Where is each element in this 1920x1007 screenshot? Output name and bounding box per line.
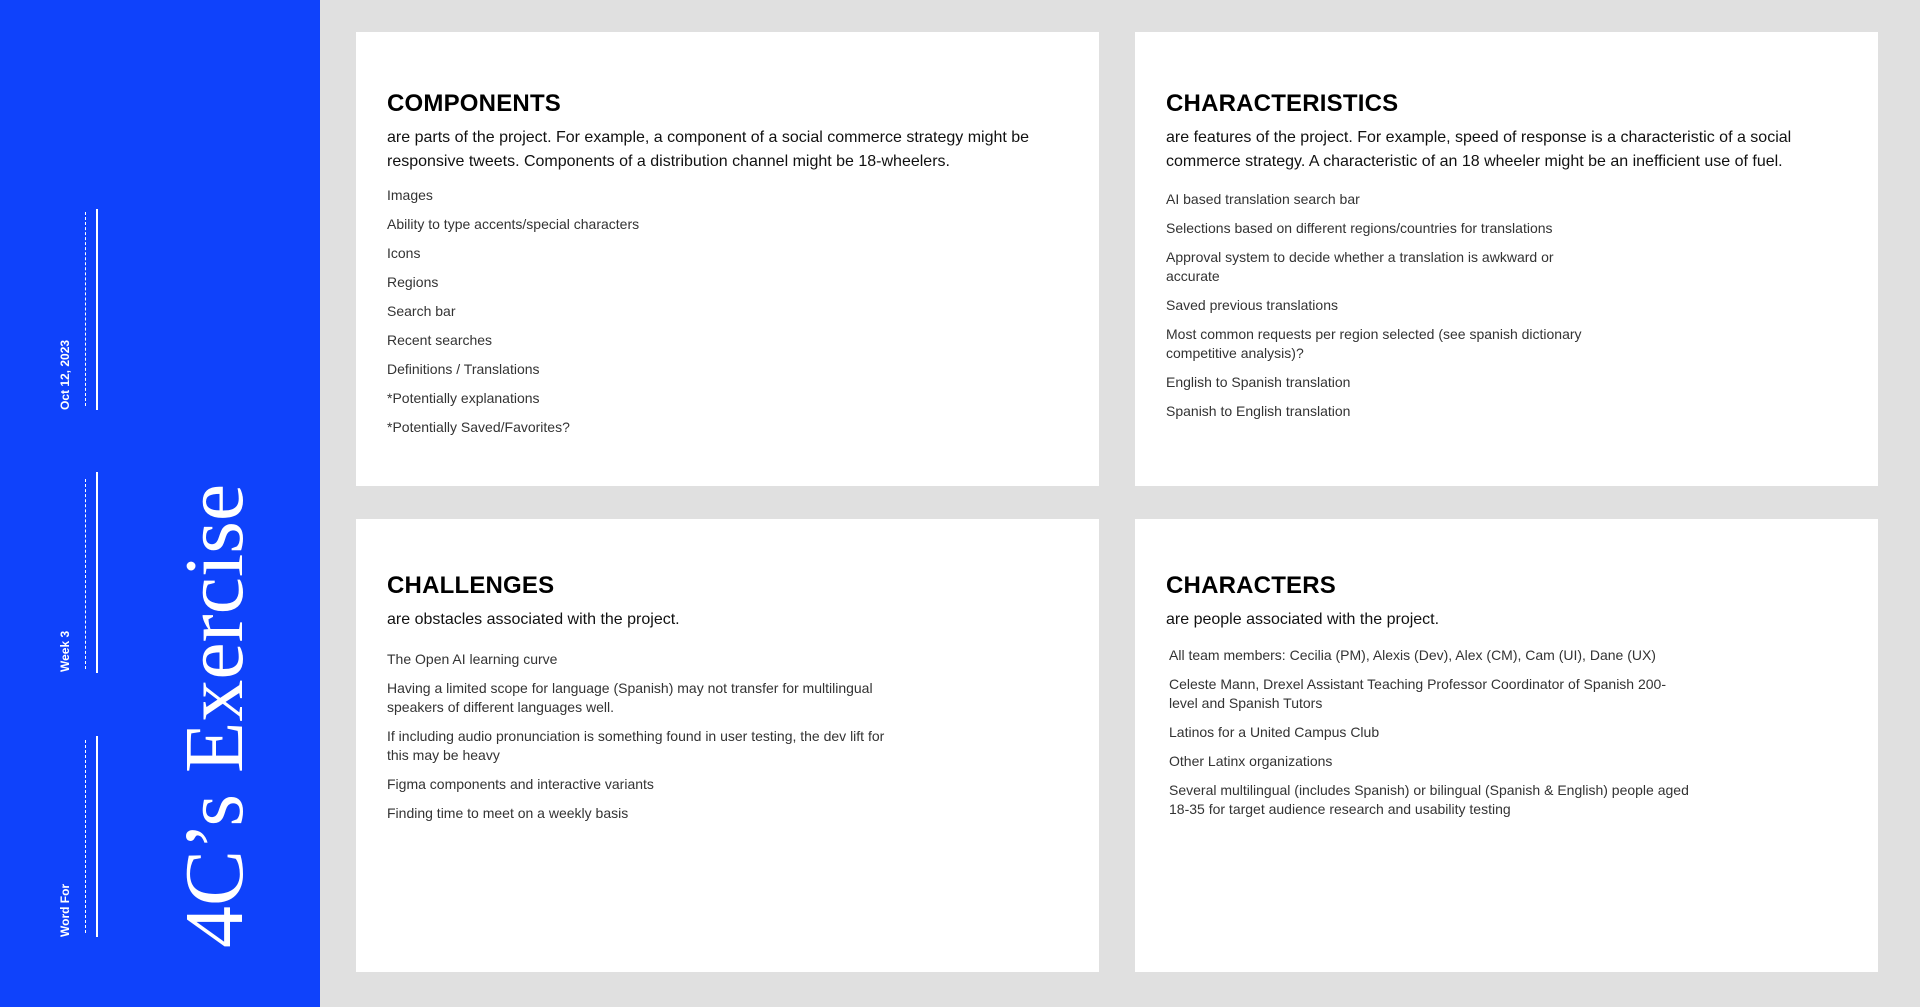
components-card: [356, 32, 1099, 486]
challenges-list: [387, 650, 907, 823]
challenges-heading: CHALLENGES: [387, 572, 555, 599]
week-label: Week 3: [58, 630, 72, 672]
list-item: Approval system to decide whether a translation is awkward or accurate: [1166, 249, 1554, 284]
list-item: If including audio pronunciation is something found in user testing, the dev lift for this may be heavy: [387, 728, 885, 763]
components-heading: COMPONENTS: [387, 90, 562, 117]
list-item: Latinos for a United Campus Club: [1169, 724, 1380, 740]
components-list: [387, 186, 1068, 437]
list-item: Icons: [387, 245, 421, 261]
characteristics-heading: CHARACTERISTICS: [1166, 90, 1399, 117]
list-item: Figma components and interactive variants: [387, 776, 654, 792]
week-solid-line: [96, 472, 98, 673]
characteristics-description: are features of the project. For example, speed of response is a characteristic of a social commerce strategy. A characteristic of an 18 wheeler might be an inefficient use of fuel.: [1166, 129, 1792, 170]
date-dashed-line: [85, 212, 86, 406]
characters-description: are people associated with the project.: [1166, 611, 1440, 628]
list-item: Other Latinx organizations: [1169, 753, 1333, 769]
list-item: Having a limited scope for language (Spanish) may not transfer for multilingual speakers of different languages well.: [387, 680, 873, 715]
challenges-description: are obstacles associated with the project.: [387, 611, 680, 628]
list-item: Ability to type accents/special characters: [387, 216, 640, 232]
characters-card: [1135, 519, 1878, 972]
date-solid-line: [96, 209, 98, 410]
list-item: Spanish to English translation: [1166, 403, 1351, 419]
list-item: All team members: Cecilia (PM), Alexis (Dev), Alex (CM), Cam (UI), Dane (UX): [1169, 647, 1656, 663]
exercise-title: 4C’s Exercise: [168, 483, 261, 948]
challenges-card: [356, 519, 1099, 972]
list-item: Search bar: [387, 303, 456, 319]
list-item: Several multilingual (includes Spanish) or bilingual (Spanish & English) people aged 18-35 for target audience research and usability testing: [1169, 782, 1689, 817]
components-description: are parts of the project. For example, a component of a social commerce strategy might be responsive tweets. Components of a distribution channel might be 18-wheelers.: [387, 129, 1030, 170]
list-item: Regions: [387, 274, 439, 290]
list-item: Saved previous translations: [1166, 297, 1338, 313]
word-for-solid-line: [96, 736, 98, 937]
list-item: Most common requests per region selected (see spanish dictionary competitive analysis)?: [1166, 326, 1582, 361]
date-label: Oct 12, 2023: [58, 339, 72, 410]
list-item: Celeste Mann, Drexel Assistant Teaching Professor Coordinator of Spanish 200-level and Spanish Tutors: [1169, 676, 1667, 711]
list-item: Images: [387, 187, 433, 203]
list-item: Definitions / Translations: [387, 361, 540, 377]
characteristics-card: [1135, 32, 1878, 486]
list-item: *Potentially explanations: [387, 390, 540, 406]
list-item: English to Spanish translation: [1166, 374, 1351, 390]
list-item: AI based translation search bar: [1166, 191, 1360, 207]
characteristics-list: [1166, 190, 1606, 421]
list-item: Recent searches: [387, 332, 493, 348]
list-item: *Potentially Saved/Favorites?: [387, 419, 570, 435]
list-item: The Open AI learning curve: [387, 651, 558, 667]
list-item: Selections based on different regions/countries for translations: [1166, 220, 1553, 236]
characters-list: [1169, 646, 1689, 819]
list-item: Finding time to meet on a weekly basis: [387, 805, 629, 821]
word-for-dashed-line: [85, 740, 86, 933]
sidebar: [0, 0, 320, 1007]
word-for-label: Word For: [58, 883, 72, 937]
characters-heading: CHARACTERS: [1166, 572, 1336, 599]
week-dashed-line: [85, 479, 86, 669]
